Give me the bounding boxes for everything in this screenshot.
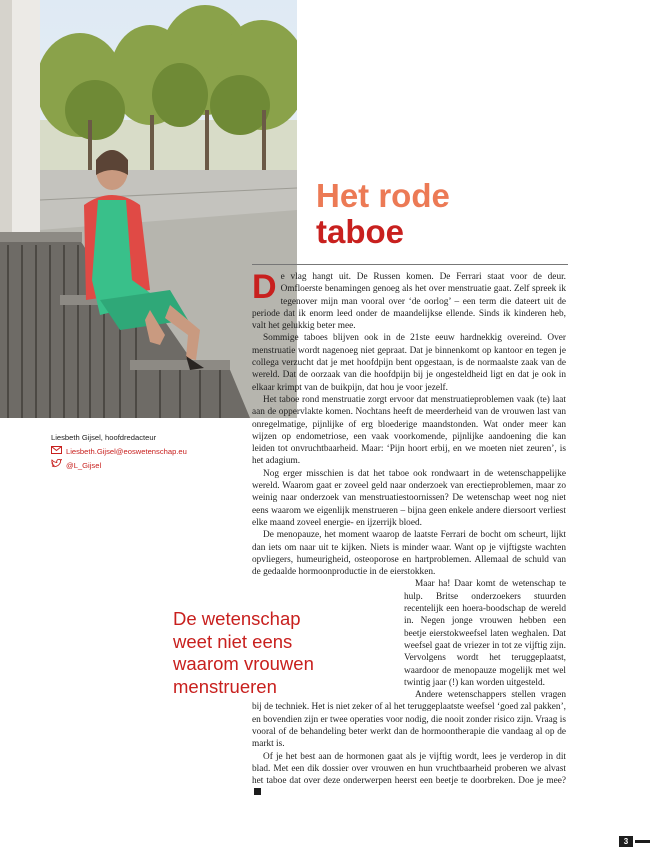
twitter-icon [51,459,63,473]
page-number: 3 [619,836,633,847]
pull-quote-line: De wetenschap [173,608,301,629]
page-number-bar [635,840,650,843]
pull-quote-line: waarom vrouwen [173,653,314,674]
byline [51,431,187,473]
pull-quote-line: menstrueren [173,675,277,697]
end-mark-icon [254,788,261,795]
article-title [316,178,450,250]
paragraph-6: Maar ha! Daar komt de wetenschap te hulp. Britse onderzoekers stuurden recentelijk een hoera-boodschap de wereld in. Negen jonge vrouwen hebben een beetje eierstokweefsel laten weghalen. Dat weefsel gaat de vriezer in tot ze vijftig zijn. Vervolgens wordt het teruggeplaatst, waardoor de menopauze mogelijk met wel twintig jaar (!) kan worden uitgesteld. [404,579,566,688]
pull-quote [173,608,378,698]
paragraph-4: Nog erger misschien is dat het taboe ook rondwaart in de wetenschappelijke wereld. Waarom gaat er zoveel geld naar onderzoek van erectieproblemen, maar zo weinig naar onderzoek van menstruatiestoornissen? De wetenschap weet nog niet eens waarom we eigenlijk menstrueren – bijna geen enkele andere diersoort verliest elke maand zoveel energie- en ijzerrijk bloed. [252,468,566,528]
article-body [252,268,566,800]
title-line-2: taboe [316,213,405,250]
paragraph-1: De vlag hangt uit. De Russen komen. De Ferrari staat voor de deur. Omfloerste benamingen genoeg als het over menstruatie gaat. Zelf spreek ik tegenover mijn man vooral over ‘de oorlog’ – een term die dateert uit de periode dat ik enorm leed onder de maandelijkse ellende. Sinds ik kinderen heb, valt het gelukkig beter mee. [252,268,566,332]
byline-email[interactable]: Liesbeth.Gijsel@eoswetenschap.eu [51,445,187,459]
drop-cap: D [252,268,277,306]
byline-name: Liesbeth Gijsel, hoofdredacteur [51,433,157,442]
pull-quote-line: weet niet eens [173,630,293,652]
mail-icon [51,445,63,459]
paragraph-7: Andere wetenschappers stellen vragen bij de techniek. Het is niet zeker of al het teruggeplaatste weefsel ‘goed zal pakken’, en bovendien zijn er twee operaties voor nodig, die nooit zonder risico zijn. Vraag is vooral of de behandeling beter werkt dan de hormoontherapie die vandaag al op de markt is. [252,690,566,750]
title-divider [252,264,568,265]
paragraph-5: De menopauze, het moment waarop de laatste Ferrari de bocht om scheurt, lijkt dan iets om naar uit te kijken. Niets is minder waar. Want op je vijftigste wachten opvliegers, humeurigheid, osteoporose en hartproblemen. Allemaal de schuld van de gedaalde hormoonproductie in de eierstokken. [252,530,566,578]
paragraph-8: Of je het best aan de hormonen gaat als je vijftig wordt, lees je verderop in dit blad. Met een dik dossier over vrouwen en hun vruchtbaarheid proberen we alvast het taboe dat over deze onderwerpen heerst een beetje te doorbreken. Doe je mee? [252,751,566,800]
title-line-1: Het rode [316,177,450,214]
paragraph-3: Het taboe rond menstruatie zorgt ervoor dat menstruatieproblemen vaak (te) laat aan de oppervlakte komen. Nochtans heeft de meerderheid van de vrouwen last van onregelmatige, pijnlijke of erg bloederige maandstonden. Wat onder meer kan wijzen op endometriose, een vaak voorkomende, pijnlijke aandoening die kan leiden tot onvruchtbaarheid. Maar: ‘Pijn hoort erbij, en we moeten niet zeuren’, is het adagium. [252,394,566,467]
paragraph-2: Sommige taboes blijven ook in de 21ste eeuw hardnekkig overeind. Over menstruatie wordt nagenoeg niet gepraat. Dat je binnenkomt op kantoor en tegen je collega verzucht dat je met hoofdpijn bent opgestaan, is de normaalste zaak van de wereld. Dat de oorzaak van die hoofdpijn bij je ongesteldheid ligt en dat je ook in elkaar krimpt van de buikpijn, dat hou je voor jezelf. [252,333,566,393]
byline-twitter[interactable]: @L_Gijsel [51,459,187,473]
